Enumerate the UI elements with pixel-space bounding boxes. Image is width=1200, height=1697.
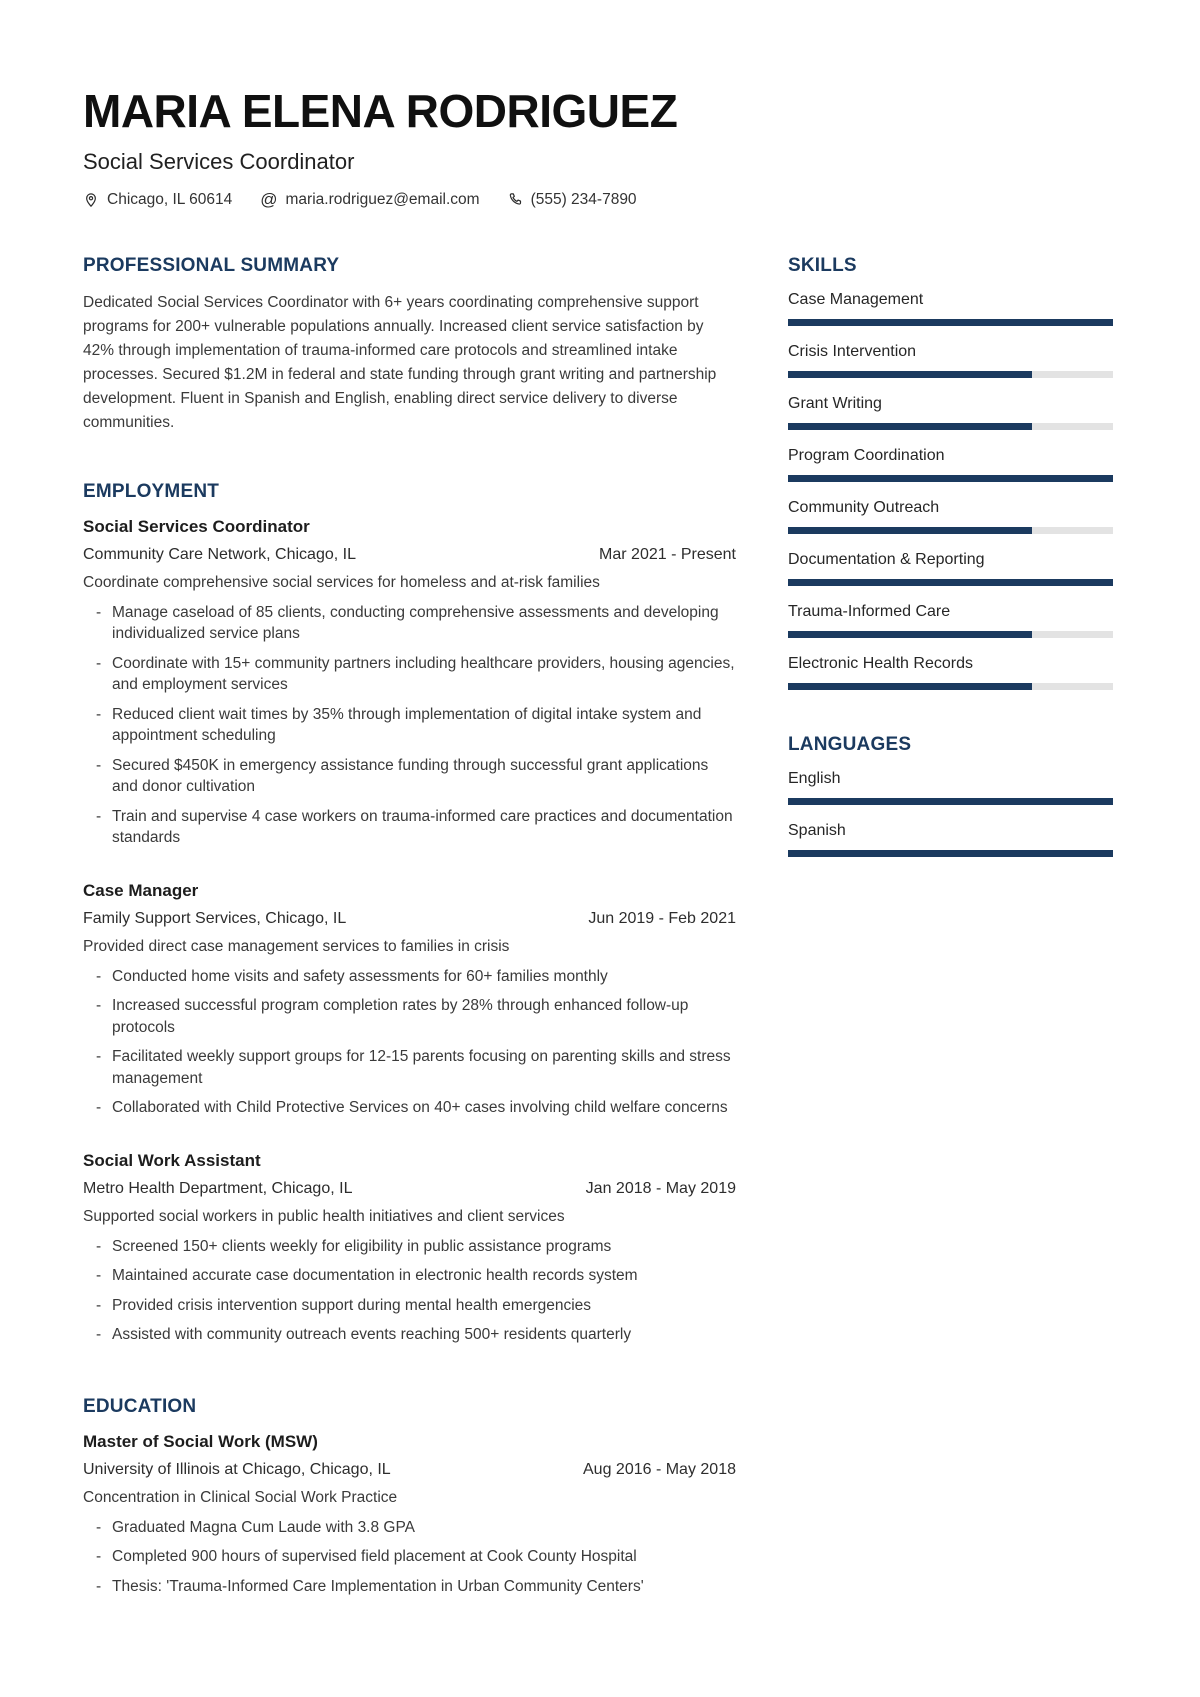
language-label: Spanish — [788, 821, 846, 839]
education-meta-row — [83, 1461, 736, 1479]
skill-item — [788, 603, 1113, 638]
skill-item — [788, 343, 1113, 378]
skill-level-bar — [788, 631, 1113, 638]
skill-item — [788, 395, 1113, 430]
contact-email-text: maria.rodriguez@email.com — [285, 190, 480, 208]
job-company: Family Support Services, Chicago, IL — [83, 909, 347, 927]
job-title: Social Work Assistant — [83, 1150, 261, 1170]
job-bullet-list — [83, 1236, 736, 1346]
job-bullet: - Manage caseload of 85 clients, conducting comprehensive assessments and developing individualized service plans — [83, 602, 736, 645]
skills-heading: SKILLS — [788, 254, 857, 276]
language-label: English — [788, 769, 841, 787]
job-company: Community Care Network, Chicago, IL — [83, 545, 356, 563]
skill-label: Electronic Health Records — [788, 654, 973, 672]
job-title: Case Manager — [83, 880, 199, 900]
job-bullet-list — [83, 966, 736, 1119]
job-entry — [83, 881, 736, 1119]
contact-email — [260, 191, 479, 209]
person-job-title: Social Services Coordinator — [83, 148, 355, 174]
job-bullet-list — [83, 602, 736, 849]
skill-item — [788, 655, 1113, 690]
employment-heading: EMPLOYMENT — [83, 480, 220, 502]
job-dates: Jun 2019 - Feb 2021 — [588, 909, 736, 927]
skill-level-bar — [788, 423, 1113, 430]
summary-heading: PROFESSIONAL SUMMARY — [83, 254, 340, 276]
section-employment — [83, 481, 736, 1346]
summary-text: Dedicated Social Services Coordinator with 6+ years coordinating comprehensive support programs for 200+ vulnerable populations annually. Increased client service satisfaction by 42% through implementation of trauma-informed care protocols and streamlined intake processes. Secured $1.2M in federal and state funding through grant writing and partnership development. Fluent in Spanish and English, enabling direct service delivery to diverse communities. — [83, 293, 717, 431]
job-summary: Provided direct case management services to families in crisis — [83, 937, 510, 955]
skill-level-bar — [788, 527, 1113, 534]
skill-label: Community Outreach — [788, 498, 940, 516]
education-summary: Concentration in Clinical Social Work Practice — [83, 1488, 398, 1506]
job-dates: Mar 2021 - Present — [599, 545, 736, 563]
skill-level-fill — [788, 475, 1113, 482]
job-bullet: - Screened 150+ clients weekly for eligibility in public assistance programs — [83, 1236, 736, 1258]
at-sign-icon: @ — [260, 190, 278, 210]
languages-heading: LANGUAGES — [788, 733, 912, 755]
education-heading: EDUCATION — [83, 1395, 197, 1417]
language-level-bar — [788, 850, 1113, 857]
contact-location-text: Chicago, IL 60614 — [107, 190, 233, 208]
person-name: MARIA ELENA RODRIGUEZ — [83, 85, 678, 137]
degree-title: Master of Social Work (MSW) — [83, 1431, 318, 1451]
section-professional-summary — [83, 255, 736, 435]
job-bullet: - Maintained accurate case documentation in electronic health records system — [83, 1265, 736, 1287]
skill-label: Grant Writing — [788, 394, 882, 412]
skill-label: Trauma-Informed Care — [788, 602, 951, 620]
education-bullet: - Graduated Magna Cum Laude with 3.8 GPA — [83, 1517, 736, 1539]
skill-level-fill — [788, 527, 1032, 534]
skill-item — [788, 447, 1113, 482]
job-dates: Jan 2018 - May 2019 — [585, 1179, 736, 1197]
skill-level-fill — [788, 423, 1032, 430]
section-languages — [788, 734, 1113, 857]
job-bullet: - Collaborated with Child Protective Services on 40+ cases involving child welfare concerns — [83, 1097, 736, 1119]
contact-row — [83, 191, 1113, 209]
skill-level-fill — [788, 631, 1032, 638]
skill-label: Case Management — [788, 290, 924, 308]
job-bullet: - Coordinate with 15+ community partners including healthcare providers, housing agencies, and employment services — [83, 653, 736, 696]
language-level-fill — [788, 850, 1113, 857]
skill-level-fill — [788, 371, 1032, 378]
skill-item — [788, 551, 1113, 586]
job-meta-row — [83, 546, 736, 564]
skill-level-bar — [788, 579, 1113, 586]
job-title: Social Services Coordinator — [83, 516, 310, 536]
job-bullet: - Facilitated weekly support groups for 12-15 parents focusing on parenting skills and stress management — [83, 1046, 736, 1089]
job-bullet: - Conducted home visits and safety assessments for 60+ families monthly — [83, 966, 736, 988]
skill-level-fill — [788, 319, 1113, 326]
section-skills — [788, 255, 1113, 690]
contact-phone — [508, 191, 637, 209]
language-level-bar — [788, 798, 1113, 805]
job-meta-row — [83, 1180, 736, 1198]
main-column — [83, 255, 736, 1606]
job-bullet: - Provided crisis intervention support during mental health emergencies — [83, 1295, 736, 1317]
job-company: Metro Health Department, Chicago, IL — [83, 1179, 353, 1197]
skill-level-bar — [788, 683, 1113, 690]
phone-icon — [508, 192, 523, 207]
sidebar — [788, 255, 1113, 874]
language-item — [788, 822, 1113, 857]
education-bullet: - Thesis: 'Trauma-Informed Care Implementation in Urban Community Centers' — [83, 1576, 736, 1598]
school-name: University of Illinois at Chicago, Chicago, IL — [83, 1460, 391, 1478]
skill-item — [788, 291, 1113, 326]
job-entry — [83, 517, 736, 849]
skill-level-bar — [788, 371, 1113, 378]
skill-level-bar — [788, 319, 1113, 326]
job-meta-row — [83, 910, 736, 928]
job-bullet: - Train and supervise 4 case workers on trauma-informed care practices and documentation standards — [83, 806, 736, 849]
skill-level-fill — [788, 683, 1032, 690]
skill-label: Program Coordination — [788, 446, 945, 464]
skill-level-fill — [788, 579, 1113, 586]
job-entry — [83, 1151, 736, 1346]
job-bullet: - Reduced client wait times by 35% through implementation of digital intake system and appointment scheduling — [83, 704, 736, 747]
education-bullet: - Completed 900 hours of supervised field placement at Cook County Hospital — [83, 1546, 736, 1568]
education-bullet-list — [83, 1517, 736, 1598]
location-pin-icon — [83, 192, 99, 208]
job-summary: Coordinate comprehensive social services for homeless and at-risk families — [83, 573, 600, 591]
language-level-fill — [788, 798, 1113, 805]
job-bullet: - Assisted with community outreach events reaching 500+ residents quarterly — [83, 1324, 736, 1346]
education-entry — [83, 1432, 736, 1598]
section-education — [83, 1396, 736, 1598]
education-dates: Aug 2016 - May 2018 — [583, 1460, 736, 1478]
skill-item — [788, 499, 1113, 534]
resume-header — [83, 85, 1113, 210]
job-summary: Supported social workers in public health initiatives and client services — [83, 1207, 565, 1225]
job-bullet: - Increased successful program completion rates by 28% through enhanced follow-up protocols — [83, 995, 736, 1038]
contact-phone-text: (555) 234-7890 — [530, 190, 637, 208]
skill-label: Crisis Intervention — [788, 342, 917, 360]
contact-location — [83, 191, 232, 209]
language-item — [788, 770, 1113, 805]
skill-level-bar — [788, 475, 1113, 482]
job-bullet: - Secured $450K in emergency assistance funding through successful grant applications and donor cultivation — [83, 755, 736, 798]
skill-label: Documentation & Reporting — [788, 550, 985, 568]
